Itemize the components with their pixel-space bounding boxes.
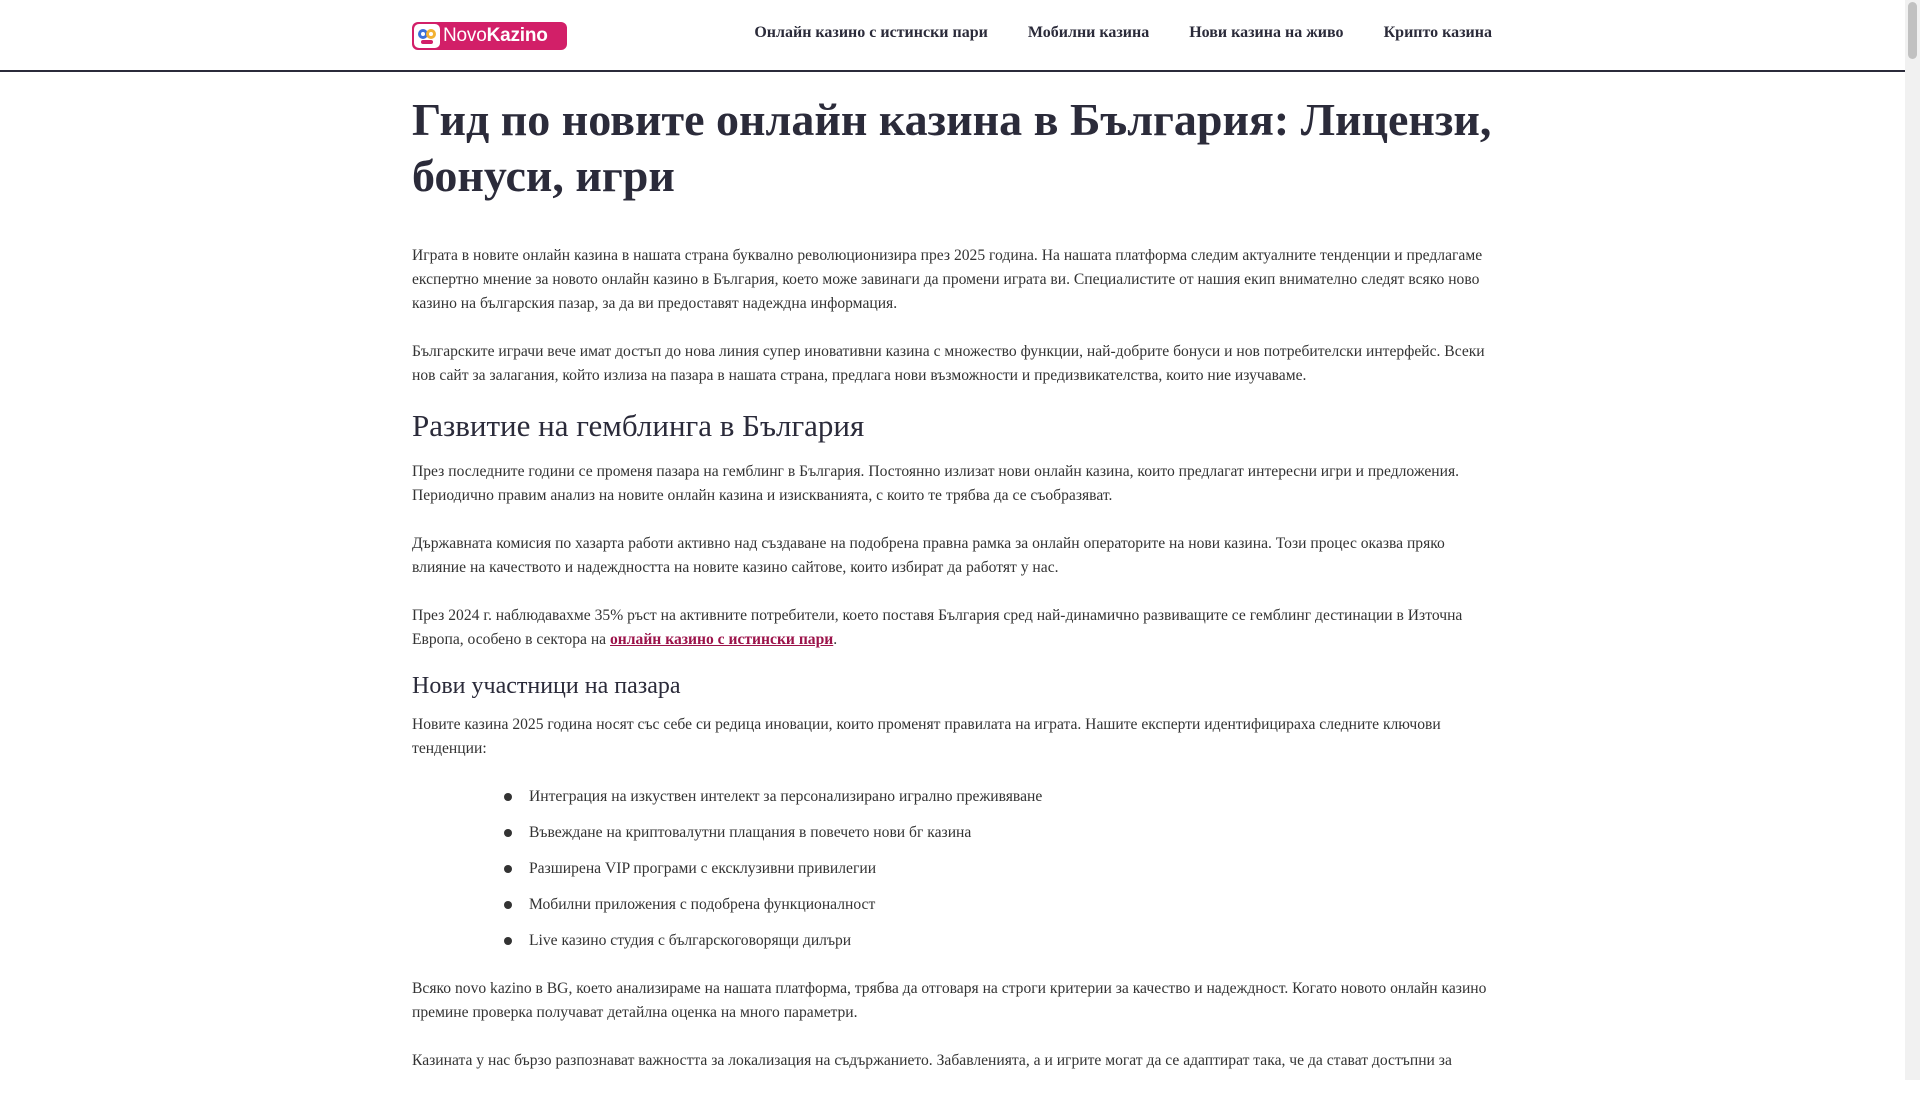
nav-mobile-casinos[interactable]: Мобилни казина bbox=[1027, 24, 1150, 41]
intro-paragraph-2: Българските играчи вече имат достъп до нова линия супер иновативни казина с множество функции, най-добрите бонуси и нов потребителски интерфейс. Всеки нов сайт за залагания, който излиза на пазара в нашата страна, предлага нови възможности и предизвикателства, които ние изучаваме. bbox=[412, 343, 1485, 384]
section1-p3-end: . bbox=[833, 631, 838, 648]
section2-paragraph-cut: Казината у нас бързо разпознават важността за локализация на съдържанието. Забавленията, а и игрите могат да се адаптират така, че да стават достъпни за bbox=[412, 1052, 1452, 1069]
section1-paragraph-3 bbox=[412, 604, 1494, 652]
section-heading-new-participants: Нови участници на пазара bbox=[412, 673, 681, 699]
real-money-casino-link[interactable]: онлайн казино с истински пари bbox=[610, 631, 834, 648]
main-nav bbox=[754, 24, 1492, 42]
section2-intro: Новите казина 2025 година носят със себе си редица иновации, които променят правилата на играта. Нашите експерти идентифицираха следните ключови тенденции: bbox=[412, 716, 1441, 757]
scrollbar-thumb[interactable] bbox=[1908, 2, 1917, 59]
section1-p3-text: През 2024 г. наблюдавахме 35% ръст на активните потребители, което поставя България сред най-динамично развиващите се гемблинг дестинации в Източна Европа, особено в сектора на bbox=[412, 607, 1463, 648]
article-content bbox=[412, 92, 1494, 1097]
trends-list bbox=[412, 785, 1494, 953]
section-heading-gambling-development: Развитие на гемблинга в България bbox=[412, 408, 865, 443]
list-item: Разширена VIP програми с ексклузивни привилегии bbox=[504, 857, 1494, 881]
site-header bbox=[0, 0, 1905, 72]
logo-text bbox=[443, 25, 548, 47]
list-item: Въвеждане на криптовалутни плащания в повечето нови бг казина bbox=[504, 821, 1494, 845]
list-item: Интеграция на изкуствен интелект за персонализирано игрално преживяване bbox=[504, 785, 1494, 809]
nav-crypto-casinos[interactable]: Крипто казина bbox=[1383, 24, 1492, 41]
logo-brand-light: Novo bbox=[443, 25, 487, 46]
page-scrollbar[interactable] bbox=[1905, 0, 1920, 1080]
list-item: Мобилни приложения с подобрена функционалност bbox=[504, 893, 1494, 917]
intro-paragraph-1: Играта в новите онлайн казина в нашата страна буквално революционизира през 2025 година. На нашата платформа следим актуалните тенденции и предлагаме експертно мнение за новото онлайн казино в България, което може завинаги да промени играта ви. Специалистите от нашия екип внимателно следят всяко ново казино на българския пазар, за да ви предоставят надеждна информация. bbox=[412, 247, 1483, 312]
list-item: Live казино студия с българскоговорящи дилъри bbox=[504, 929, 1494, 953]
nav-real-money-casino[interactable]: Онлайн казино с истински пари bbox=[754, 24, 988, 41]
mascot-icon bbox=[414, 24, 440, 48]
section1-paragraph-1: През последните години се променя пазара на гемблинг в България. Постоянно излизат нови онлайн казина, които предлагат интересни игри и предложения. Периодично правим анализ на новите онлайн казина и изискванията, с които те трябва да се съобразяват. bbox=[412, 463, 1460, 504]
logo-brand-bold: Kazino bbox=[486, 25, 548, 46]
site-logo[interactable] bbox=[412, 22, 567, 50]
nav-live-casinos[interactable]: Нови казина на живо bbox=[1189, 24, 1344, 41]
section1-paragraph-2: Държавната комисия по хазарта работи активно над създаване на подобрена правна рамка за онлайн операторите на нови казина. Този процес оказва пряко влияние на качеството и надеждността на новите казино сайтове, които избират да работят у нас. bbox=[412, 535, 1445, 576]
page-title: Гид по новите онлайн казина в България: Лицензи, бонуси, игри bbox=[412, 94, 1492, 201]
section2-paragraph-after: Всяко novo kazino в BG, което анализираме на нашата платформа, трябва да отговаря на строги критерии за качество и надеждност. Когато новото онлайн казино премине проверка получават детайлна оценка на много параметри. bbox=[412, 980, 1487, 1021]
